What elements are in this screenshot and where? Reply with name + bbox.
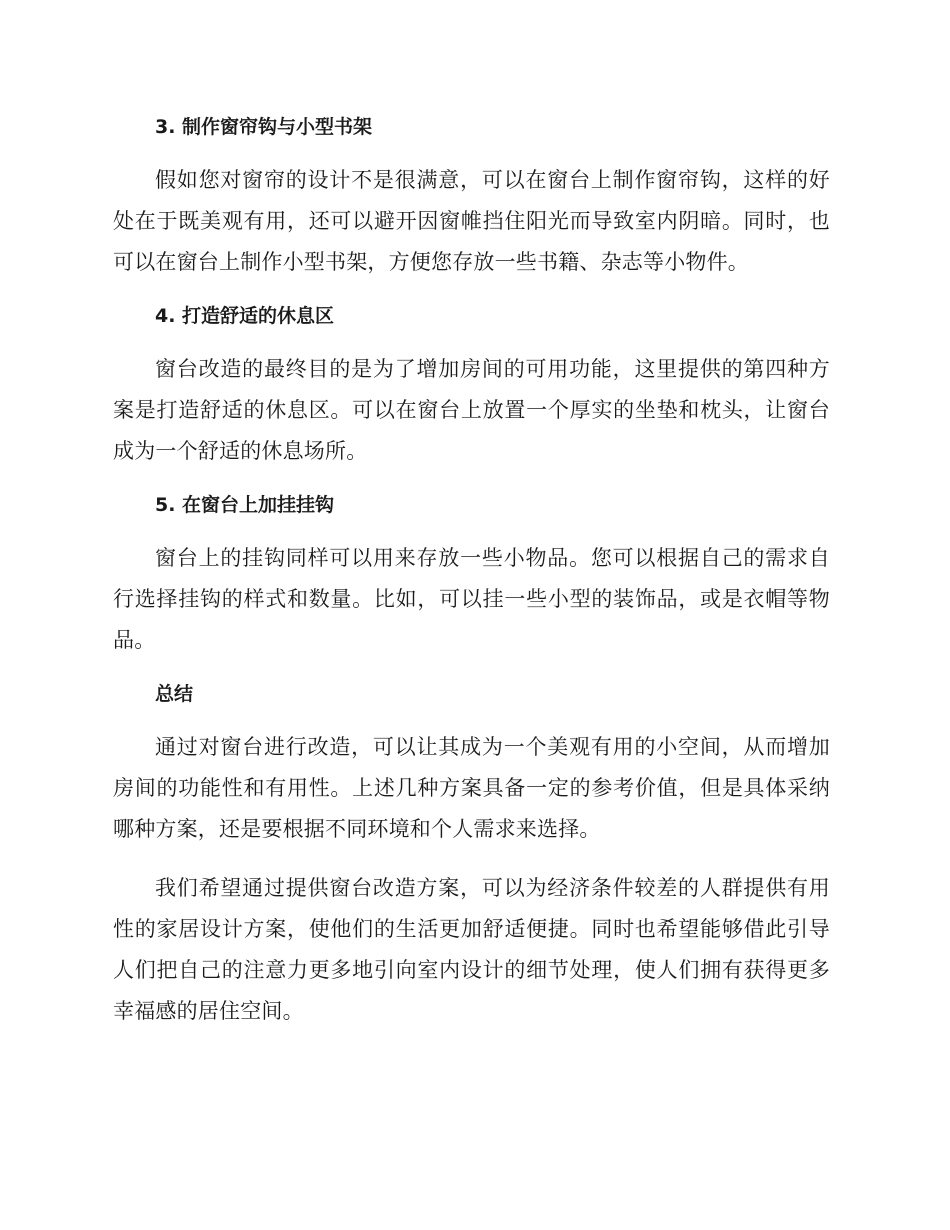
paragraph-hooks: 窗台上的挂钩同样可以用来存放一些小物品。您可以根据自己的需求自行选择挂钩的样式和数量。比如，可以挂一些小型的装饰品，或是衣帽等物品。: [113, 546, 830, 652]
section-heading-rest-area: 4. 打造舒适的休息区: [155, 305, 335, 327]
document-page: [113, 112, 830, 1050]
paragraph-summary-1: 通过对窗台进行改造，可以让其成为一个美观有用的小空间，从而增加房间的功能性和有用性。上述几种方案具备一定的参考价值，但是具体采纳哪种方案，还是要根据不同环境和个人需求来选择。: [113, 735, 830, 841]
paragraph-rest-area: 窗台改造的最终目的是为了增加房间的可用功能，这里提供的第四种方案是打造舒适的休息区。可以在窗台上放置一个厚实的坐垫和枕头，让窗台成为一个舒适的休息场所。: [113, 357, 830, 463]
section-heading-summary: 总结: [155, 683, 194, 705]
section-heading-hooks: 5. 在窗台上加挂挂钩: [155, 494, 335, 516]
paragraph-summary-2: 我们希望通过提供窗台改造方案，可以为经济条件较差的人群提供有用性的家居设计方案，使他们的生活更加舒适便捷。同时也希望能够借此引导人们把自己的注意力更多地引向室内设计的细节处理，使人们拥有获得更多幸福感的居住空间。: [113, 876, 830, 1023]
section-heading-curtain-hooks: 3. 制作窗帘钩与小型书架: [155, 116, 373, 138]
paragraph-curtain-hooks: 假如您对窗帘的设计不是很满意，可以在窗台上制作窗帘钩，这样的好处在于既美观有用，还可以避开因窗帷挡住阳光而导致室内阴暗。同时，也可以在窗台上制作小型书架，方便您存放一些书籍、杂志等小物件。: [113, 168, 830, 274]
